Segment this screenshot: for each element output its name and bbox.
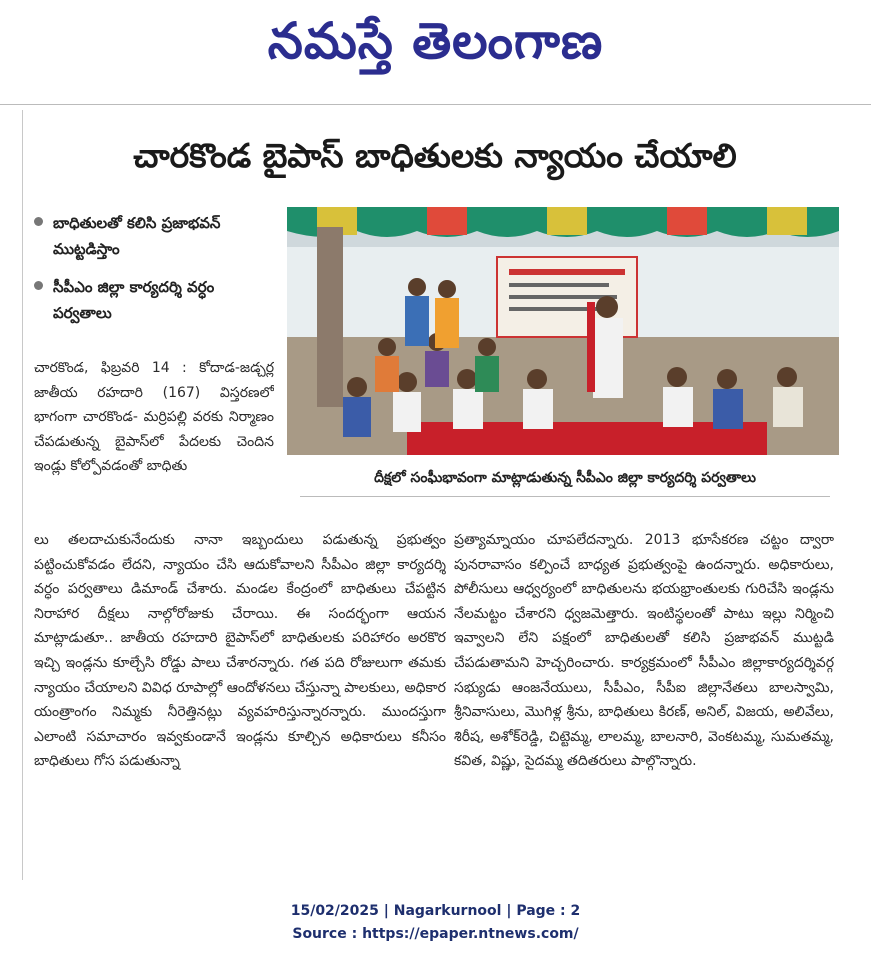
article-headline: చారకొండ బైపాస్ బాధితులకు న్యాయం చేయాలి — [133, 136, 737, 175]
masthead — [0, 0, 871, 104]
bullet-dot-icon — [34, 217, 43, 226]
bullet-text: సీపీఎం జిల్లా కార్యదర్శి వర్ధం పర్వతాలు — [53, 278, 215, 322]
article-column-left: లు తలదాచుకునేందుకు నానా ఇబ్బందులు పడుతున్న ప్రభుత్వం పట్టించుకోవడం లేదని, న్యాయం చేసి ఆదుకోవాలని సీపీఎం జిల్లా కార్యదర్శి వర్ధం పర్వతాలు డిమాండ్ చేశారు. మండల కేంద్రంలో బాధితులు చేపట్టిన నిరాహార దీక్షలు నాల్గోరోజుకు చేరాయి. ఈ సందర్భంగా ఆయన మాట్లాడుతూ.. జాతీయ రహదారి బైపాస్‌లో బాధితులకు పరిహారం అరకొర ఇచ్చి ఇండ్లను కూల్చేసి రోడ్డు పాలు చేశారన్నారు. గత పది రోజులుగా తమకు న్యాయం చేయాలని వివిధ రూపాల్లో ఆందోళనలు చేస్తున్నా పాలకులు, అధికార యంత్రాంగం నిమ్మకు నీరెత్తినట్లు వ్యవహరిస్తున్నారన్నారు. ముందస్తుగా ఎలాంటి సమాచారం ఇవ్వకుండానే ఇండ్లను కూల్చిన అధికారులు కనీసం బాధితులు గోస పడుతున్నా — [34, 532, 446, 770]
bullet-text: బాధితులతో కలిసి ప్రజాభవన్ ముట్టడిస్తాం — [53, 214, 221, 258]
footer-edition-info: 15/02/2025 | Nagarkurnool | Page : 2 — [290, 903, 581, 919]
protest-photo-image — [287, 207, 839, 455]
article-photo — [287, 207, 839, 455]
masthead-divider — [0, 104, 871, 105]
footer-source-link[interactable]: Source : https://epaper.ntnews.com/ — [292, 926, 579, 942]
article-column-right: ప్రత్యామ్నాయం చూపలేదన్నారు. 2013 భూసేకరణ చట్టం ద్వారా పునరావాసం కల్పించే బాధ్యత ప్రభుత్వంపై ఉందన్నారు. అధికారులు, పోలీసులు ఆధ్వర్యంలో బాధితులను భయభ్రాంతులకు గురిచేసి ఇండ్లను నేలమట్టం చేశారని ధ్వజమెత్తారు. ఇంటిస్థలంతో పాటు ఇల్లు నిర్మించి ఇవ్వాలని లేని పక్షంలో బాధితులతో కలిసి ప్రజాభవన్ ముట్టడి చేపడుతామని హెచ్చరించారు. కార్యక్రమంలో సీపీఎం జిల్లాకార్యదర్శివర్గ సభ్యుడు ఆంజనేయులు, సీపీఎం, సీపీఐ జిల్లానేతలు బాలస్వామి, శ్రీనివాసులు, మొగిళ్ల శ్రీను, బాధితులు కిరణ్, అనిల్, విజయ, అలివేలు, శిరీష, అశోక్‌రెడ్డి, చిట్టెమ్మ, లాలమ్మ, బాలనారి, వెంకటమ్మ, సుమతమ్మ, కవిత, విష్ణు, సైదమ్మ తదితరులు పాల్గొన్నారు. — [454, 532, 834, 770]
page-margin-line — [22, 110, 23, 880]
bullet-dot-icon — [34, 281, 43, 290]
bullet-item — [34, 210, 274, 262]
highlight-bullets — [34, 210, 274, 338]
article-column-left-top: చారకొండ, ఫిబ్రవరి 14 : కోదాడ-జడ్చర్ల జాతీయ రహదారి (167) విస్తరణలో భాగంగా చారకొండ- మర్రిపల్లి వరకు నిర్మాణం చేపడుతున్న బైపాస్‌లో పేదలకు చెందిన ఇండ్లు కోల్పోవడంతో బాధితు — [34, 360, 274, 475]
newspaper-logo: నమస్తే తెలంగాణ — [267, 12, 604, 70]
photo-caption: దీక్షలో సంఘీభావంగా మాట్లాడుతున్న సీపీఎం జిల్లా కార్యదర్శి పర్వతాలు — [300, 460, 830, 497]
bullet-item — [34, 274, 274, 326]
